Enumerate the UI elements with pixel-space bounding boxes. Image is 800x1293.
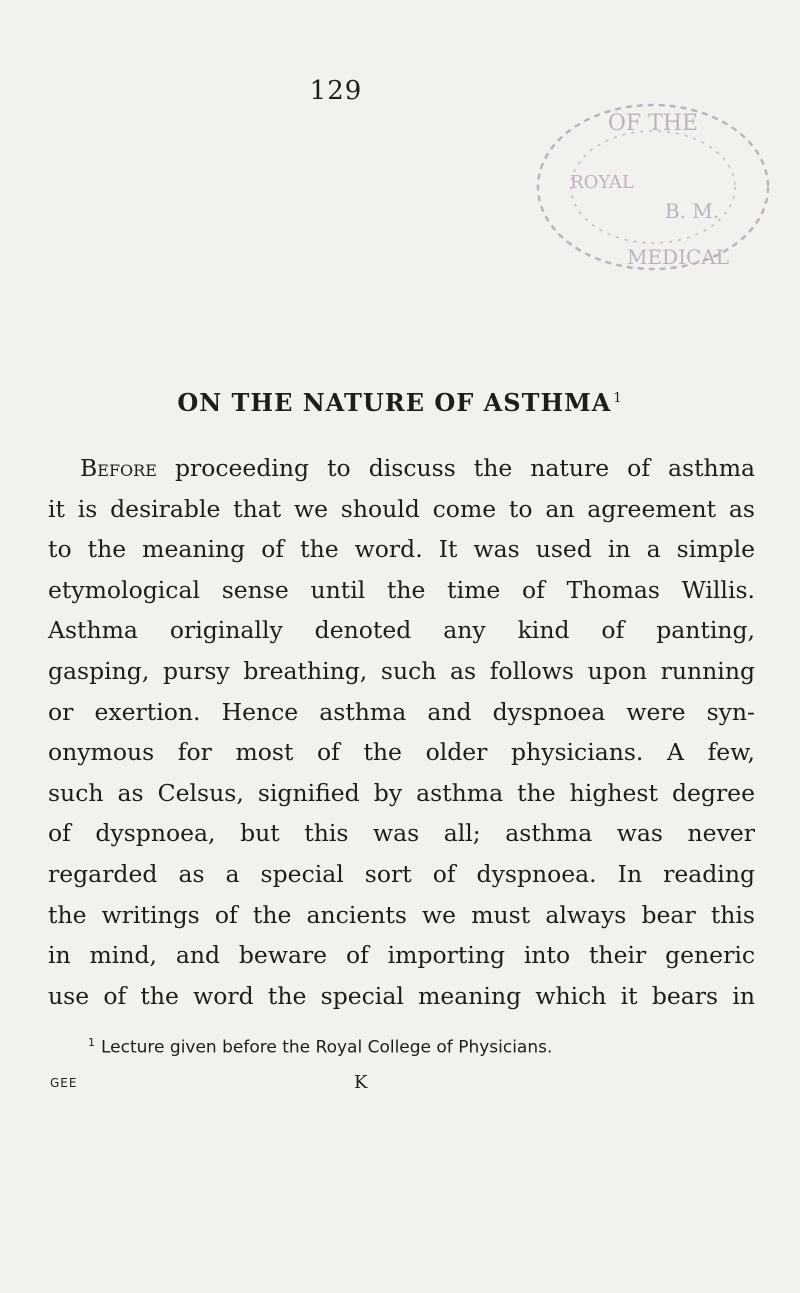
stamp-text-bottom: MEDICAL <box>626 245 730 269</box>
signature-mark: GEE <box>50 1076 78 1090</box>
body-line: Asthma originally denoted any kind of panting, <box>48 616 755 645</box>
signature-letter: K <box>354 1072 368 1093</box>
title-footnote-marker: 1 <box>613 391 623 406</box>
chapter-title <box>0 388 800 417</box>
body-line <box>48 448 755 489</box>
footnote-marker: 1 <box>88 1036 95 1049</box>
stamp-text-center: B. M. <box>664 199 720 223</box>
body-line: onymous for most of the older physicians. A few, <box>48 738 755 767</box>
body-line: the writings of the ancients we must always bear this <box>48 900 755 929</box>
body-line: to the meaning of the word. It was used in a simple <box>48 535 755 564</box>
body-line: in mind, and beware of importing into their generic <box>48 941 755 970</box>
stamp-text-top: OF THE <box>607 111 699 136</box>
drop-word: Before <box>80 454 157 482</box>
body-line: etymological sense until the time of Thomas Willis. <box>48 575 755 604</box>
body-line: it is desirable that we should come to an agreement as <box>48 494 755 523</box>
footnote <box>88 1036 768 1058</box>
stamp-text-left: ROYAL <box>570 172 634 193</box>
page-number: 129 <box>309 76 363 106</box>
body-line-rest: proceeding to discuss the nature of asthma <box>174 454 755 482</box>
body-line: such as Celsus, signified by asthma the highest degree <box>48 778 755 807</box>
body-line: regarded as a special sort of dyspnoea. In reading <box>48 859 755 888</box>
library-stamp <box>528 92 778 282</box>
body-line: use of the word the special meaning which it bears in <box>48 981 755 1010</box>
body-line: or exertion. Hence asthma and dyspnoea were syn- <box>48 697 755 726</box>
body-text <box>48 448 755 1016</box>
body-line: gasping, pursy breathing, such as follows upon running <box>48 656 755 685</box>
footnote-text: Lecture given before the Royal College of Physicians. <box>101 1037 553 1058</box>
body-line: of dyspnoea, but this was all; asthma was never <box>48 819 755 848</box>
chapter-title-text: ON THE NATURE OF ASTHMA <box>177 388 612 417</box>
